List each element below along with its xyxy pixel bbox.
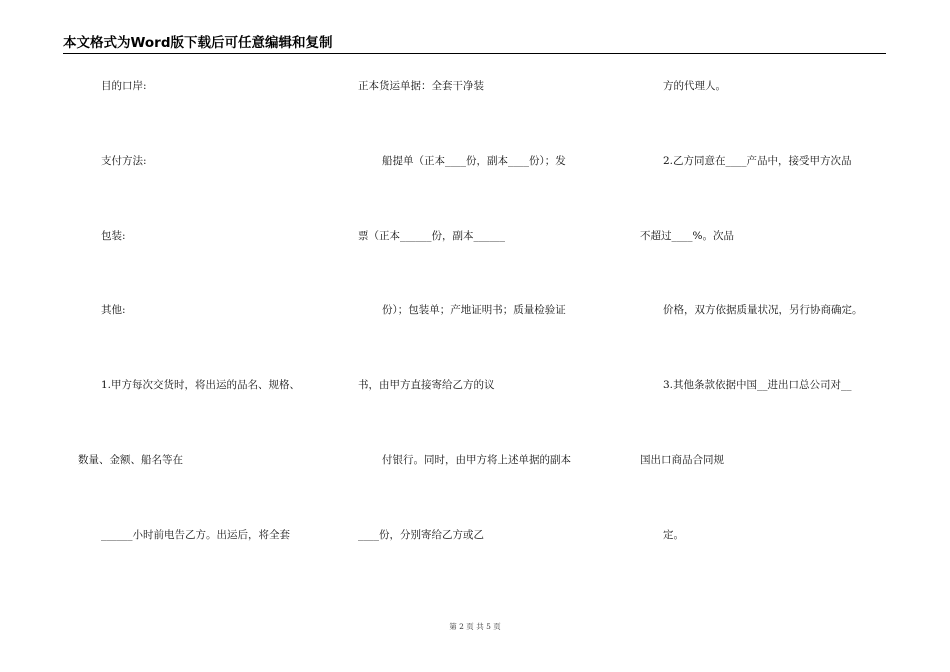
page-number-footer: 第 2 页 共 5 页 (449, 622, 501, 631)
text-line: 不超过____%。次品 (640, 230, 734, 242)
text-line: 3.其他条款依据中国__进出口总公司对__ (663, 379, 852, 391)
text-line: ____份，分别寄给乙方或乙 (358, 529, 484, 541)
text-line: 目的口岸: (101, 80, 147, 92)
text-line: 付银行。同时，由甲方将上述单据的副本 (382, 454, 571, 466)
text-line: 价格，双方依据质量状况，另行协商确定。 (663, 304, 863, 316)
text-line: 定。 (663, 529, 684, 541)
text-line: 数量、金额、船名等在 (78, 454, 183, 466)
header-divider (63, 53, 886, 54)
text-line: 支付方法: (101, 155, 147, 167)
text-line: 方的代理人。 (663, 80, 726, 92)
text-line: 正本货运单据：全套干净装 (358, 80, 484, 92)
text-line: 1.甲方每次交货时，将出运的品名、规格、 (101, 379, 301, 391)
document-header-title: 本文格式为Word版下载后可任意编辑和复制 (63, 35, 333, 51)
text-line: 份）；包装单；产地证明书；质量检验证 (382, 304, 566, 316)
text-line: 其他: (101, 304, 126, 316)
text-line: 船提单（正本____份，副本____份）；发 (382, 155, 566, 167)
text-line: ______小时前电告乙方。出运后，将全套 (101, 529, 290, 541)
text-line: 包装: (101, 230, 126, 242)
text-line: 2.乙方同意在____产品中，接受甲方次品 (663, 155, 852, 167)
text-line: 国出口商品合同规 (640, 454, 724, 466)
text-line: 书，由甲方直接寄给乙方的议 (358, 379, 495, 391)
text-line: 票（正本______份，副本______ (358, 230, 505, 242)
